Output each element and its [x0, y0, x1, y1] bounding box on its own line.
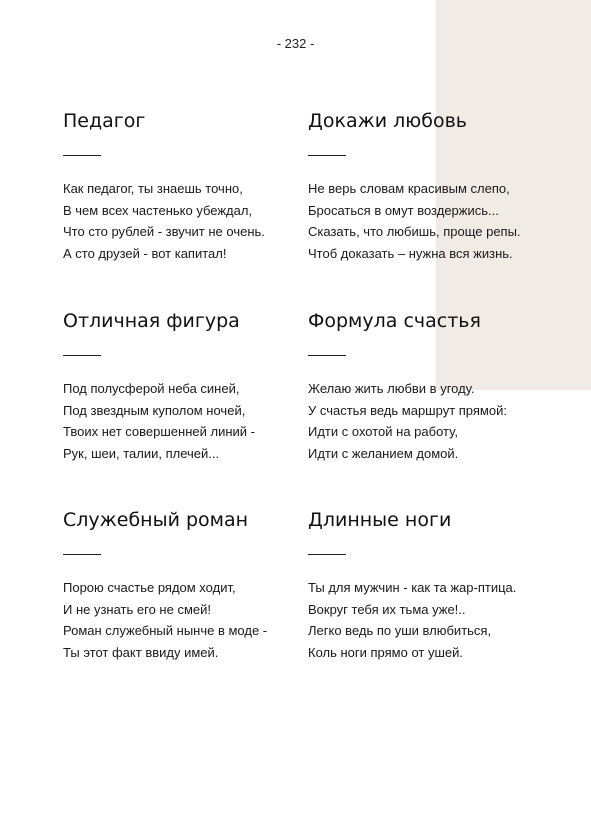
poem-title: Докажи любовь [308, 110, 467, 132]
poem-line: И не узнать его не смей! [63, 601, 211, 617]
poem-line: Что сто рублей - звучит не очень. [63, 224, 265, 239]
poem-dokazhi-lyubov [308, 109, 548, 264]
poem-line: А сто друзей - вот капитал! [63, 245, 227, 261]
poem-title: Отличная фигура [63, 310, 240, 332]
poem-line: У счастья ведь маршрут прямой: [308, 402, 507, 418]
title-underline [308, 355, 346, 356]
poem-line: Идти с охотой на работу, [308, 424, 458, 439]
poem-line: Ты этот факт ввиду имей. [63, 644, 219, 660]
poem-line: Рук, шеи, талии, плечей... [63, 445, 220, 461]
poem-pedagog [63, 109, 303, 264]
poem-line: Под полусферой неба синей, [63, 381, 240, 396]
page-number: - 232 - [276, 36, 315, 51]
poem-line: Легко ведь по уши влюбиться, [308, 623, 492, 638]
poem-title: Педагог [63, 110, 146, 132]
poem-line: Порою счастье рядом ходит, [63, 580, 236, 595]
title-underline [63, 355, 101, 356]
poem-line: Ты для мужчин - как та жар-птица. [308, 580, 517, 595]
poem-line: Как педагог, ты знаешь точно, [63, 181, 243, 196]
title-underline [63, 554, 101, 555]
poem-title: Служебный роман [63, 509, 249, 531]
poem-otlichnaya-figura [63, 309, 303, 464]
poem-line: Бросаться в омут воздержись... [308, 202, 499, 218]
poem-line: В чем всех частенько убеждал, [63, 202, 253, 218]
title-underline [308, 155, 346, 156]
title-underline [63, 155, 101, 156]
poem-line: Сказать, что любишь, проще репы. [308, 224, 521, 239]
poem-line: Не верь словам красивым слепо, [308, 181, 510, 196]
poem-title: Длинные ноги [308, 509, 452, 531]
poem-line: Роман служебный нынче в моде - [63, 623, 268, 638]
poem-formula-schastya [308, 309, 548, 464]
title-underline [308, 554, 346, 555]
poem-sluzhebny-roman [63, 508, 303, 663]
poem-line: Вокруг тебя их тьма уже!.. [308, 601, 466, 617]
poem-line: Твоих нет совершенней линий - [63, 424, 255, 439]
poem-title: Формула счастья [308, 310, 481, 332]
poem-line: Идти с желанием домой. [308, 445, 459, 461]
poem-dlinnye-nogi [308, 508, 548, 663]
poem-line: Под звездным куполом ночей, [63, 402, 246, 418]
poem-line: Чтоб доказать – нужна вся жизнь. [308, 245, 513, 261]
poem-line: Желаю жить любви в угоду. [308, 381, 475, 396]
poem-line: Коль ноги прямо от ушей. [308, 644, 463, 660]
